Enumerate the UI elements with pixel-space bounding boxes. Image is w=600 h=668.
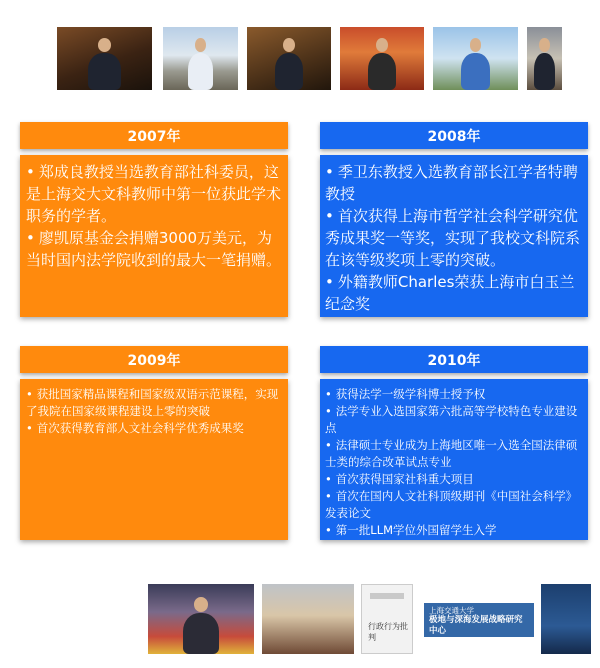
year-header-2008: 2008年: [320, 122, 588, 149]
timeline-panel-2008: [320, 155, 588, 317]
list-item: • 法学专业入选国家第六批高等学校特色专业建设点: [325, 404, 578, 435]
list-item: • 首次获得国家社科重大项目: [325, 472, 474, 486]
timeline-panel-2010: [320, 379, 588, 540]
research-center-banner: 上海交通大学 极地与深海发展战略研究中心: [424, 603, 534, 637]
photo-professor-chateau: [163, 27, 238, 90]
photo-journal-cover: [541, 584, 591, 654]
list-item: • 首次获得教育部人文社会科学优秀成果奖: [26, 421, 244, 435]
timeline-panel-2009: [20, 379, 288, 540]
list-item: • 第一批LLM学位外国留学生入学: [325, 523, 497, 537]
photo-award-ceremony: [340, 27, 424, 90]
year-header-2007: 2007年: [20, 122, 288, 149]
list-item: • 首次在国内人文社科顶级期刊《中国社会科学》发表论文: [325, 489, 578, 520]
list-item: • 廖凯原基金会捐赠3000万美元，为当时国内法学院收到的最大一笔捐赠。: [26, 229, 282, 269]
photo-speaker-podium: [148, 584, 254, 654]
photo-professor-library: [247, 27, 331, 90]
list-item: • 首次获得上海市哲学社会科学研究优秀成果奖一等奖，实现了我校文科院系在该等级奖项上零的突破。: [325, 207, 581, 269]
photo-professor-campus: [527, 27, 562, 90]
timeline-panel-2007: [20, 155, 288, 317]
photo-book-cover: 行政行为批判: [361, 584, 413, 654]
list-item: • 获得法学一级学科博士授予权: [325, 387, 486, 401]
photo-conference-meeting: [262, 584, 354, 654]
year-header-2009: 2009年: [20, 346, 288, 373]
photo-professor-office: [57, 27, 152, 90]
list-item: • 外籍教师Charles荣获上海市白玉兰纪念奖: [325, 273, 575, 313]
list-item: • 季卫东教授入选教育部长江学者特聘教授: [325, 163, 578, 203]
list-item: • 法律硕士专业成为上海地区唯一入选全国法律硕士类的综合改革试点专业: [325, 438, 578, 469]
year-header-2010: 2010年: [320, 346, 588, 373]
photo-professor-seaside: [433, 27, 518, 90]
list-item: • 郑成良教授当选教育部社科委员，这是上海交大文科教师中第一位获此学术职务的学者。: [26, 163, 282, 225]
list-item: • 获批国家精品课程和国家级双语示范课程，实现了我院在国家级课程建设上零的突破: [26, 387, 279, 418]
